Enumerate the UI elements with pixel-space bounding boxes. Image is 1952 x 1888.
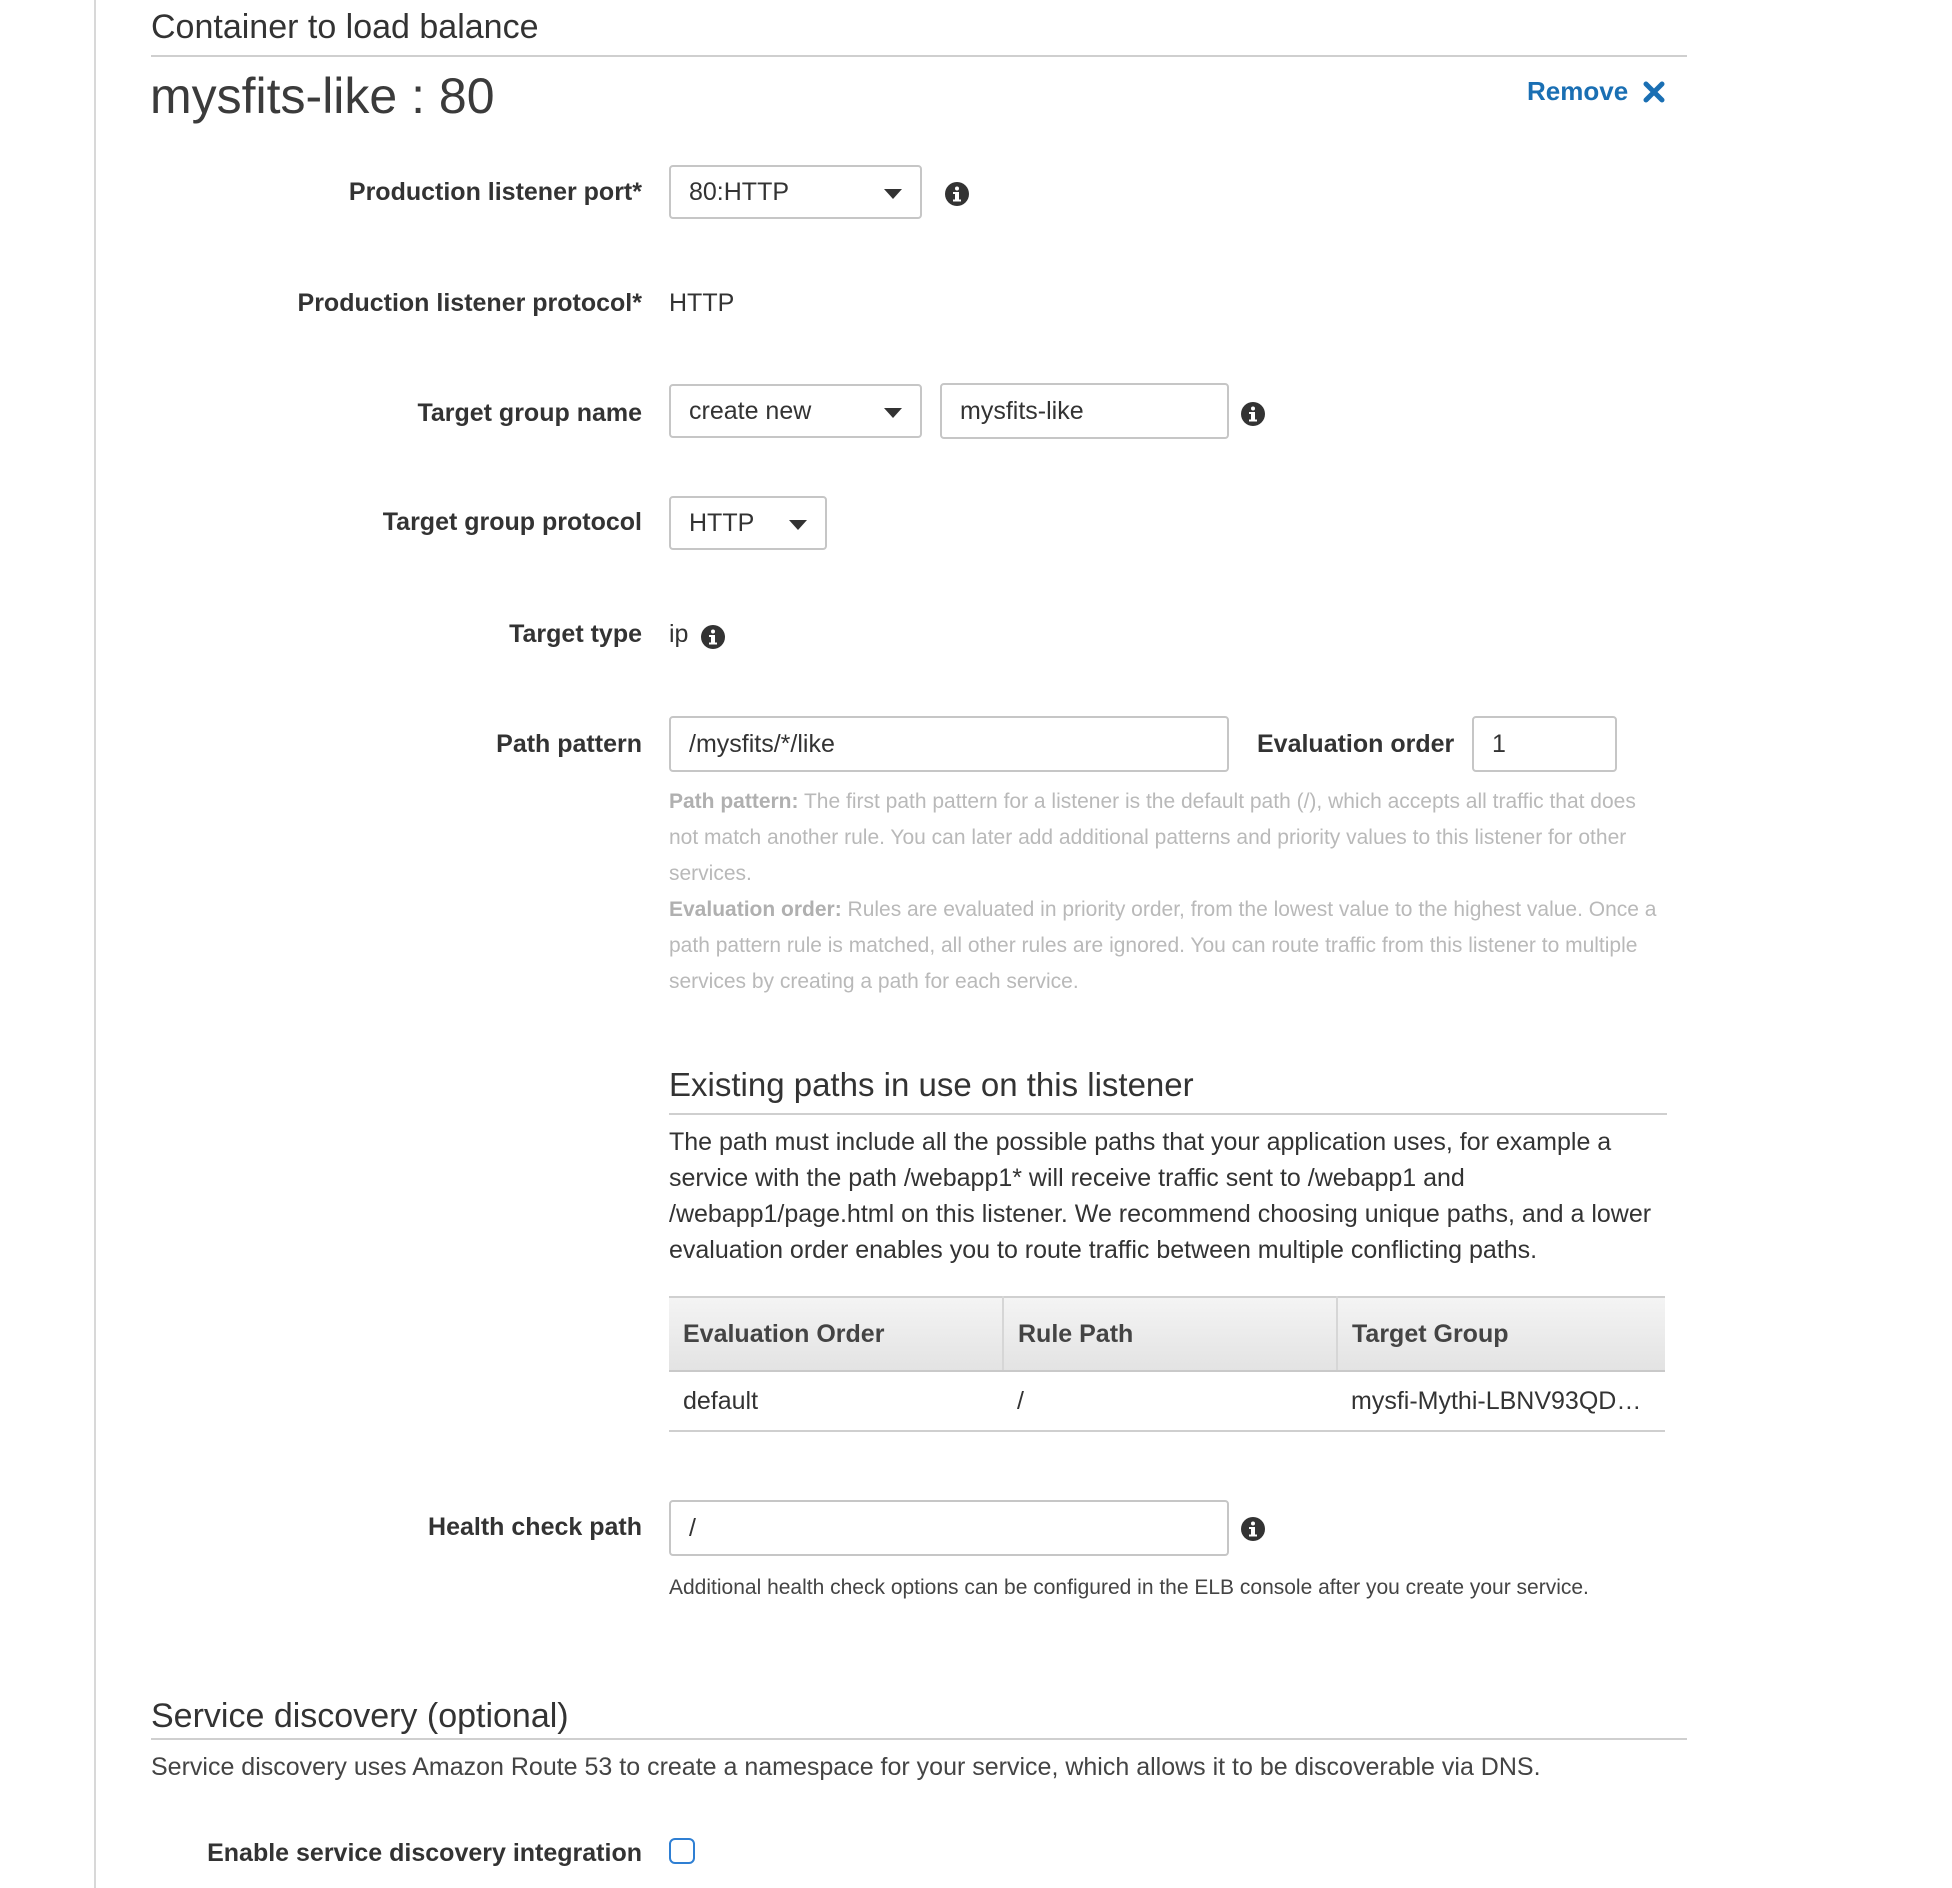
path-pattern-help-text: The first path pattern for a listener is the default path (/), which accepts all traffic that does not match another rule. You can later add additional patterns and priority values to this listener for other services. — [669, 790, 1636, 885]
existing-paths-title: Existing paths in use on this listener — [669, 1066, 1194, 1103]
remove-button[interactable] — [1527, 76, 1666, 107]
path-pattern-label: Path pattern — [496, 730, 642, 758]
enable-service-discovery-label: Enable service discovery integration — [207, 1839, 642, 1867]
evaluation-order-help-text: Rules are evaluated in priority order, from the lowest value to the highest value. Once a path pattern rule is matched, all other rules are ignored. You can route traffic from this listener to multiple services by creating a path for each service. — [669, 898, 1657, 993]
path-pattern-input[interactable] — [669, 716, 1229, 772]
path-pattern-value: /mysfits/*/like — [689, 729, 835, 758]
target-group-name-select[interactable] — [669, 384, 922, 438]
listener-port-label: Production listener port* — [348, 178, 642, 206]
column-header-rule-path[interactable]: Rule Path — [1003, 1297, 1337, 1371]
container-title: mysfits-like : 80 — [150, 68, 495, 124]
target-group-name-label: Target group name — [417, 399, 642, 427]
remove-label: Remove — [1527, 76, 1629, 106]
existing-paths-description: The path must include all the possible paths that your application uses, for example a service with the path /webapp1* will receive traffic sent to /webapp1 and /webapp1/page.html on this listener. We recommend choosing unique paths, and a lower evaluation order enables you to route traffic between multiple conflicting paths. — [669, 1128, 1652, 1264]
evaluation-order-help-title: Evaluation order: — [669, 898, 842, 921]
path-pattern-help — [669, 784, 1659, 1000]
evaluation-order-value: 1 — [1492, 729, 1506, 758]
evaluation-order-input[interactable] — [1472, 716, 1617, 772]
info-icon[interactable] — [1240, 1516, 1266, 1542]
close-icon — [1642, 80, 1666, 104]
section-title: Container to load balance — [151, 8, 539, 46]
listener-protocol-label: Production listener protocol* — [297, 289, 642, 317]
info-icon[interactable] — [1240, 401, 1266, 427]
target-group-protocol-label: Target group protocol — [382, 508, 642, 536]
table-row — [669, 1371, 1665, 1431]
info-icon[interactable] — [700, 624, 726, 650]
enable-service-discovery-checkbox[interactable] — [669, 1838, 695, 1864]
existing-paths-table — [669, 1296, 1665, 1432]
column-header-evaluation-order[interactable]: Evaluation Order — [669, 1297, 1003, 1371]
target-type-value: ip — [669, 620, 689, 648]
target-group-name-input[interactable] — [940, 383, 1229, 439]
caret-down-icon — [789, 520, 807, 530]
service-discovery-title: Service discovery (optional) — [151, 1697, 569, 1735]
target-group-protocol-value: HTTP — [689, 508, 755, 537]
health-check-help: Additional health check options can be configured in the ELB console after you create your service. — [669, 1576, 1589, 1599]
caret-down-icon — [884, 408, 902, 418]
target-group-name-select-value: create new — [689, 396, 812, 425]
target-group-protocol-select[interactable] — [669, 496, 827, 550]
column-header-target-group[interactable]: Target Group — [1337, 1297, 1665, 1371]
path-pattern-help-title: Path pattern: — [669, 790, 799, 813]
table-header-row — [669, 1297, 1665, 1371]
health-check-path-value: / — [689, 1513, 696, 1542]
health-check-path-input[interactable] — [669, 1500, 1229, 1556]
target-type-label: Target type — [509, 620, 642, 648]
listener-port-value: 80:HTTP — [689, 177, 790, 206]
listener-port-select[interactable] — [669, 165, 922, 219]
left-border — [94, 0, 96, 1888]
cell-rule-path: / — [1003, 1371, 1337, 1431]
evaluation-order-label: Evaluation order — [1257, 730, 1455, 758]
caret-down-icon — [884, 189, 902, 199]
target-group-name-input-value: mysfits-like — [960, 396, 1084, 425]
cell-evaluation-order: default — [669, 1371, 1003, 1431]
info-icon[interactable] — [944, 181, 970, 207]
service-discovery-description: Service discovery uses Amazon Route 53 to create a namespace for your service, which allows it to be discoverable via DNS. — [151, 1753, 1541, 1781]
cell-target-group: mysfi-Mythi-LBNV93QD… — [1337, 1371, 1665, 1431]
service-discovery-divider — [151, 1738, 1687, 1740]
existing-paths-divider — [669, 1113, 1667, 1115]
health-check-path-label: Health check path — [428, 1513, 642, 1541]
listener-protocol-value: HTTP — [669, 289, 735, 317]
section-divider — [151, 55, 1687, 57]
